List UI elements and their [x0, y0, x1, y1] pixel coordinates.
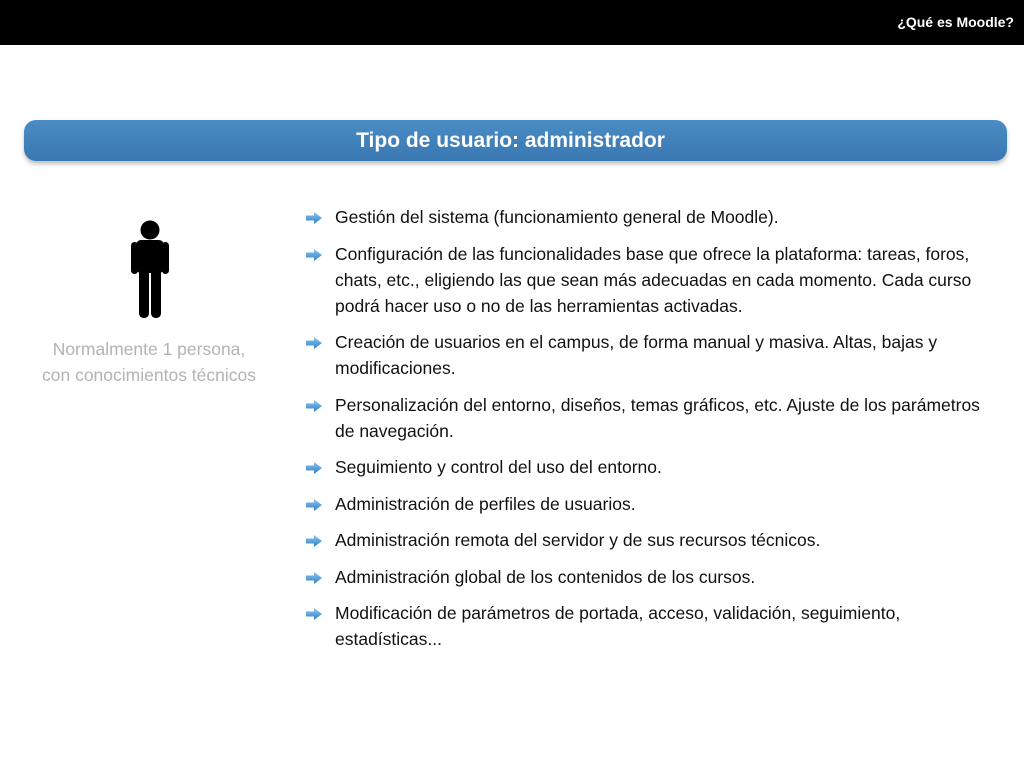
bullet-text: Configuración de las funcionalidades base que ofrece la plataforma: tareas, foros, chats, etc., eligiendo las que sean más adecuadas en cada momento. Cada curso podrá hacer uso o no de las herramientas activadas. — [335, 243, 972, 316]
list-item — [305, 241, 985, 319]
arrow-right-icon — [305, 534, 323, 548]
arrow-right-icon — [305, 399, 323, 413]
list-item — [305, 329, 985, 381]
person-icon — [130, 220, 170, 320]
arrow-right-icon — [305, 498, 323, 512]
bullet-text: Administración remota del servidor y de sus recursos técnicos. — [335, 530, 821, 550]
arrow-right-icon — [305, 461, 323, 475]
banner-title: Tipo de usuario: administrador — [356, 128, 665, 152]
arrow-right-icon — [305, 336, 323, 350]
bullet-text: Creación de usuarios en el campus, de forma manual y masiva. Altas, bajas y modificaciones. — [335, 332, 938, 378]
bullet-list — [305, 204, 985, 663]
arrow-right-icon — [305, 607, 323, 621]
arrow-right-icon — [305, 248, 323, 262]
list-item — [305, 454, 985, 480]
bullet-text: Administración global de los contenidos de los cursos. — [335, 566, 756, 587]
arrow-right-icon — [305, 571, 323, 585]
bullet-text: Seguimiento y control del uso del entorno. — [335, 457, 662, 477]
section-banner — [24, 120, 1007, 161]
user-caption: Normalmente 1 persona, con conocimientos técnicos — [42, 339, 256, 385]
bullet-text: Gestión del sistema (funcionamiento general de Moodle). — [335, 207, 779, 227]
list-item — [305, 600, 985, 652]
list-item — [305, 564, 985, 590]
arrow-right-icon — [305, 211, 323, 225]
bullet-text: Modificación de parámetros de portada, acceso, validación, seguimiento, estadísticas... — [335, 603, 901, 649]
top-bar — [0, 0, 1024, 45]
bullet-text: Administración de perfiles de usuarios. — [335, 493, 636, 514]
bullet-text: Personalización del entorno, diseños, temas gráficos, etc. Ajuste de los parámetros de navegación. — [335, 394, 980, 441]
list-item — [305, 204, 985, 230]
header-title: ¿Qué es Moodle? — [897, 14, 1014, 30]
list-item — [305, 491, 985, 517]
list-item — [305, 392, 985, 444]
list-item — [305, 527, 985, 553]
